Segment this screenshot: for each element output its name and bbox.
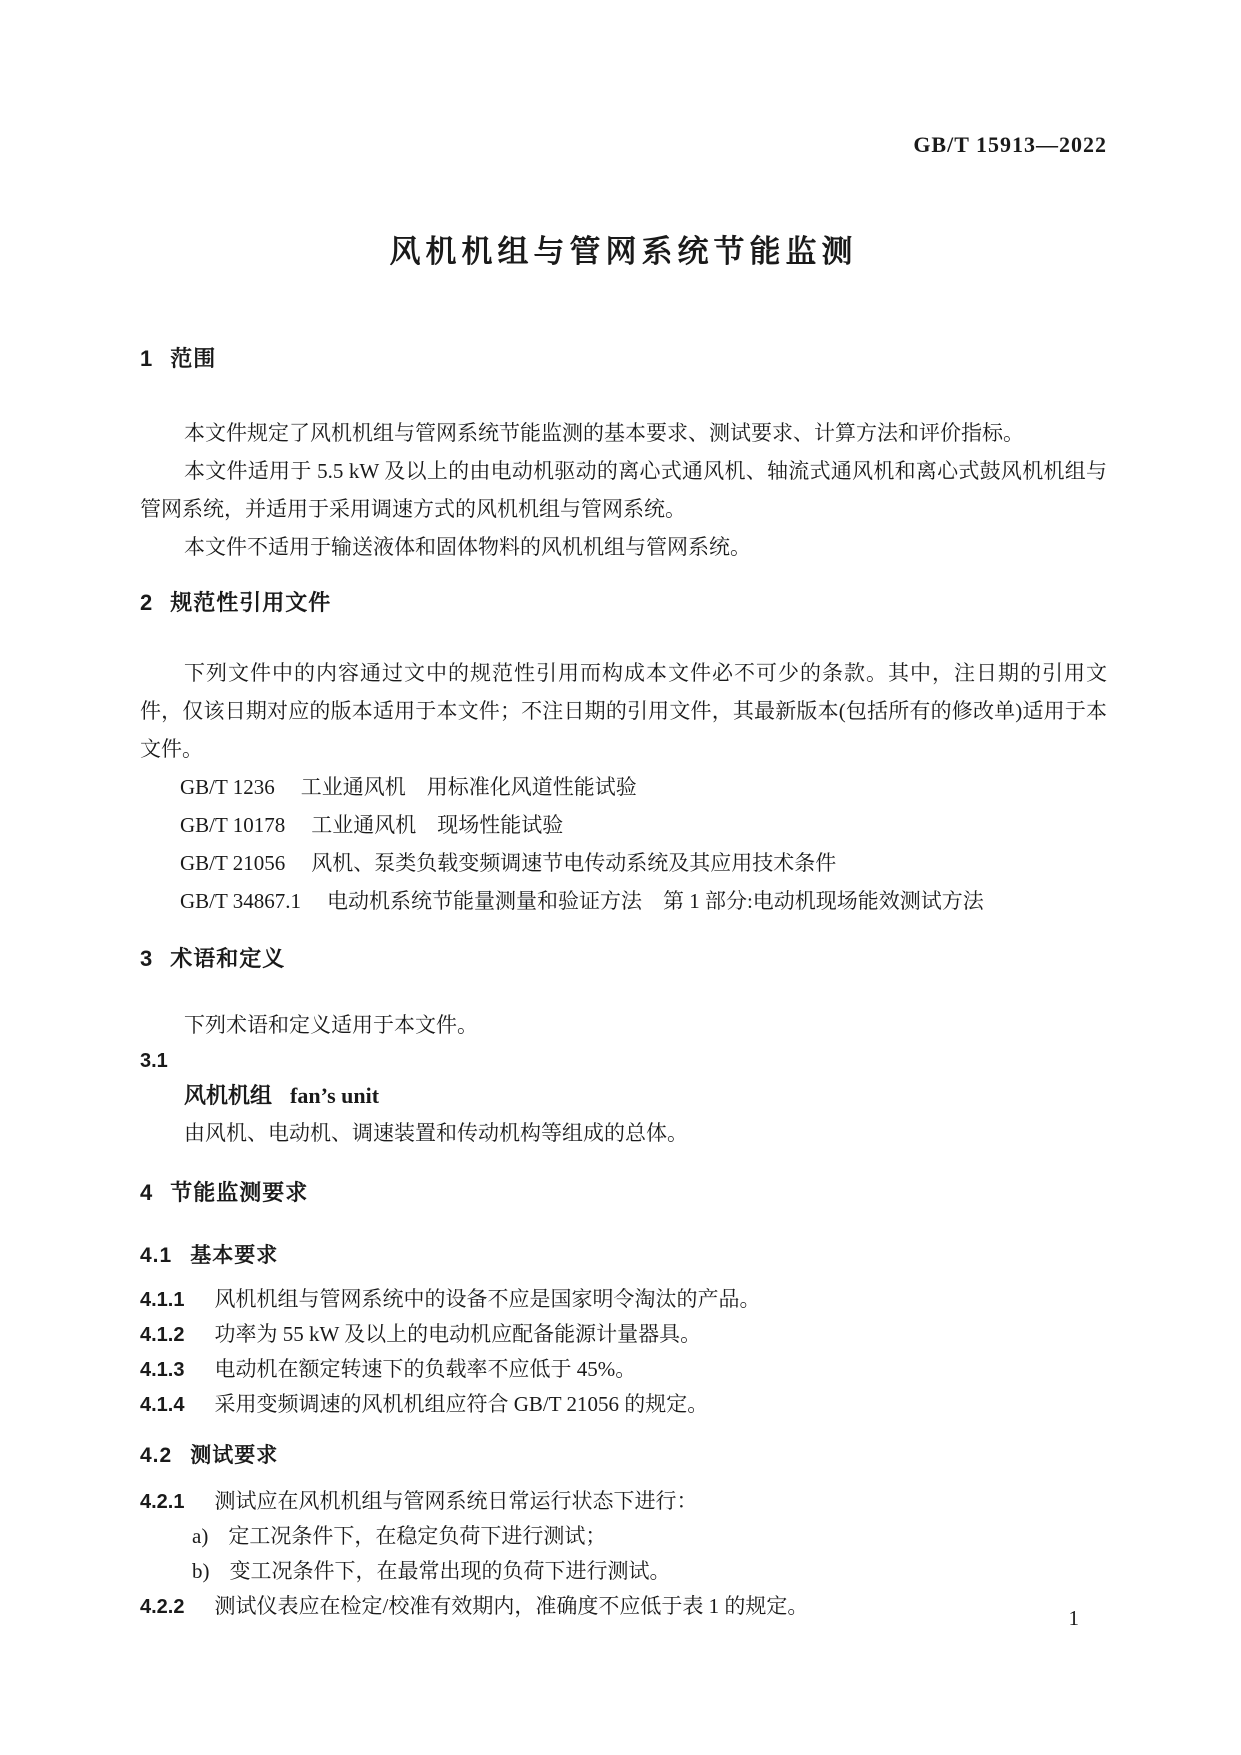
document-title: 风机机组与管网系统节能监测 [389, 234, 858, 269]
section-2-title: 规范性引用文件 [170, 590, 332, 615]
normative-refs-intro: 下列文件中的内容通过文中的规范性引用而构成本文件必不可少的条款。其中，注日期的引用文件，仅该日期对应的版本适用于本文件；不注日期的引用文件，其最新版本(包括所有的修改单)适用于本文件。 [140, 661, 1107, 761]
subsection-4-2-heading [140, 1442, 1107, 1470]
reference-code: GB/T 21056 [180, 851, 286, 875]
clause-4-1-1 [140, 1282, 1107, 1317]
clause-4-1-2 [140, 1317, 1107, 1352]
section-2-number: 2 [140, 590, 154, 615]
reference-item [140, 768, 1107, 806]
list-item-text: 变工况条件下，在最常出现的负荷下进行测试。 [229, 1559, 671, 1583]
reference-code: GB/T 34867.1 [180, 889, 301, 913]
reference-title: 工业通风机 现场性能试验 [311, 813, 564, 837]
reference-item [140, 844, 1107, 882]
subsection-4-1-heading [140, 1242, 1107, 1270]
clause-4-2-2 [140, 1589, 1107, 1624]
section-3-title: 术语和定义 [170, 946, 286, 971]
clause-text: 风机机组与管网系统中的设备不应是国家明令淘汰的产品。 [214, 1287, 761, 1311]
terms-intro: 下列术语和定义适用于本文件。 [184, 1013, 478, 1037]
list-item-b [140, 1554, 1107, 1589]
clause-number: 4.2.2 [140, 1596, 185, 1618]
term-entry-number: 3.1 [140, 1050, 168, 1072]
list-marker: b) [192, 1559, 210, 1583]
section-4-number: 4 [140, 1180, 154, 1205]
subsection-4-2-number: 4.2 [140, 1444, 173, 1467]
clause-4-1-3 [140, 1352, 1107, 1387]
section-1-title: 范围 [170, 346, 217, 371]
reference-title: 电动机系统节能量测量和验证方法 第 1 部分:电动机现场能效测试方法 [326, 889, 984, 913]
subsection-4-1-title: 基本要求 [190, 1244, 279, 1267]
list-item-text: 定工况条件下，在稳定负荷下进行测试； [228, 1524, 607, 1548]
clause-number: 4.1.4 [140, 1394, 185, 1416]
clause-text: 采用变频调速的风机机组应符合 GB/T 21056 的规定。 [214, 1392, 709, 1416]
scope-paragraph-2: 本文件适用于 5.5 kW 及以上的由电动机驱动的离心式通风机、轴流式通风机和离心式鼓风机机组与管网系统，并适用于采用调速方式的风机机组与管网系统。 [140, 459, 1107, 521]
reference-title: 工业通风机 用标准化风道性能试验 [300, 775, 637, 799]
reference-code: GB/T 10178 [180, 813, 286, 837]
page-number: 1 [1068, 1606, 1079, 1630]
term-english: fan’s unit [290, 1083, 380, 1108]
clause-text: 功率为 55 kW 及以上的电动机应配备能源计量器具。 [214, 1322, 702, 1346]
section-1-number: 1 [140, 346, 154, 371]
clause-4-2-1 [140, 1484, 1107, 1519]
scope-paragraph-1: 本文件规定了风机机组与管网系统节能监测的基本要求、测试要求、计算方法和评价指标。 [184, 421, 1024, 445]
section-4-title: 节能监测要求 [170, 1180, 309, 1205]
term-definition: 由风机、电动机、调速装置和传动机构等组成的总体。 [184, 1121, 688, 1145]
reference-item [140, 806, 1107, 844]
list-item-a [140, 1519, 1107, 1554]
clause-text: 测试应在风机机组与管网系统日常运行状态下进行： [214, 1489, 698, 1513]
reference-title: 风机、泵类负载变频调速节电传动系统及其应用技术条件 [311, 851, 837, 875]
section-4-heading [140, 1178, 1107, 1208]
standard-code-header: GB/T 15913—2022 [913, 132, 1107, 157]
section-2-heading [140, 588, 1107, 618]
section-3-heading [140, 944, 1107, 974]
reference-code: GB/T 1236 [180, 775, 275, 799]
subsection-4-1-number: 4.1 [140, 1244, 173, 1267]
clause-number: 4.2.1 [140, 1491, 185, 1513]
clause-number: 4.1.2 [140, 1324, 185, 1346]
subsection-4-2-title: 测试要求 [190, 1444, 279, 1467]
clause-number: 4.1.3 [140, 1359, 185, 1381]
section-1-heading [140, 344, 1107, 374]
term-chinese: 风机机组 [184, 1083, 273, 1108]
scope-paragraph-3: 本文件不适用于输送液体和固体物料的风机机组与管网系统。 [184, 535, 751, 559]
clause-4-1-4 [140, 1387, 1107, 1422]
clause-number: 4.1.1 [140, 1289, 185, 1311]
list-marker: a) [192, 1524, 209, 1548]
clause-text: 电动机在额定转速下的负载率不应低于 45%。 [214, 1357, 637, 1381]
section-3-number: 3 [140, 946, 154, 971]
clause-text: 测试仪表应在检定/校准有效期内，准确度不应低于表 1 的规定。 [214, 1594, 809, 1618]
term-entry [140, 1078, 1107, 1114]
reference-item [140, 882, 1107, 920]
